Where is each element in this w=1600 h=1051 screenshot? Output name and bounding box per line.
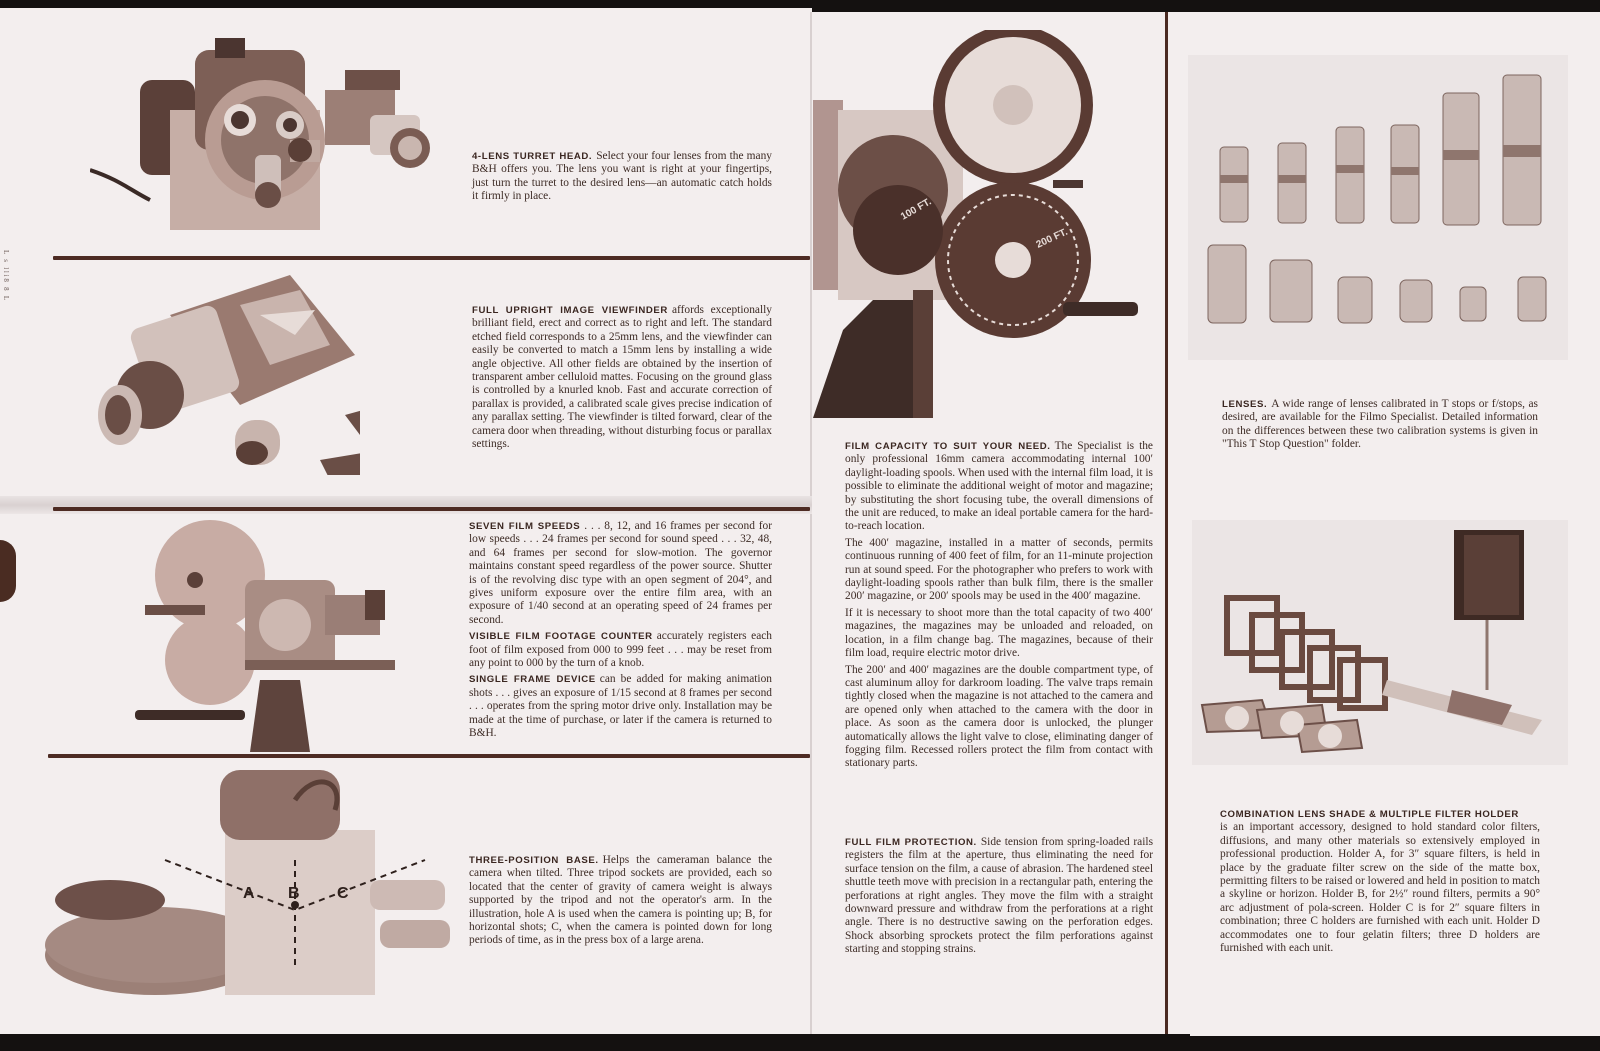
page-divider: [1165, 12, 1168, 1034]
base-label-b: B: [288, 885, 300, 902]
speeds-section: [469, 520, 772, 744]
turret-body: Select your four lenses from the many B&H offers you. The lens you want is right at your fingertips, just turn the turret to the desired lens—an automatic catch holds it firmly in place.: [472, 150, 772, 203]
capacity-p2: The 400′ magazine, installed in a matter of seconds, permits continuous running of 400 feet of film, for an 11-minute projection run at sound speed. For the photographer who prefers to work with daylight-loading spools rather than bulk film, there is the smaller 200′ magazine, or 200′ spools may be used in the 400′ magazine.: [845, 536, 1153, 603]
capacity-p4: The 200′ and 400′ magazines are the double compartment type, of cast aluminum alloy for darkroom loading. The valve traps remain tightly closed when the magazine is not attached to the camera and are opened only when attached to the camera with the door in place. As soon as the camera door is unlocked, the plunger automatically allows the light valve to close, eliminating danger of fogging film. Recessed rollers protect the film from contact with stationary parts.: [845, 663, 1153, 770]
protection-heading: FULL FILM PROTECTION.: [845, 837, 977, 848]
reel-label-100: 100 FT.: [899, 196, 934, 223]
filter-body: is an important accessory, designed to hold standard color filters, diffusions, and many other materials so extensively employed in professional production. Holder A, for 3″ square filters, is held in place by the graduate filter screw on the side of the matte box, permitting filters to be raised or lowered and held in position to match a skyline or horizon. Holder B, for 2½″ round filters, permits a 90° arc adjustment of pola-screen. Holder C is for 2″ square filters in combination; three C holders are furnished with each unit. Holder D accommodates one to four gelatin filters; three D holders are furnished with each unit.: [1220, 821, 1540, 955]
viewfinder-heading: FULL UPRIGHT IMAGE VIEWFINDER: [472, 305, 668, 316]
camera-turret-photo-icon: [90, 30, 440, 240]
counter-body: accurately registers each foot of film exposed from 000 to 999 feet . . . may be reset from any point to 000 by the turn of a knob.: [469, 630, 773, 670]
horizontal-fold: [0, 496, 812, 514]
page-edge-shadow: [0, 540, 16, 602]
speeds-heading: SEVEN FILM SPEEDS: [469, 521, 581, 532]
lenses-heading: LENSES.: [1222, 399, 1268, 410]
camera-reels-photo-icon: [813, 30, 1143, 418]
base-heading: THREE-POSITION BASE.: [469, 855, 599, 866]
viewfinder-section: [472, 304, 772, 451]
capacity-p3: If it is necessary to shoot more than the total capacity of two 400′ magazines, the magazines may be unloaded and reloaded, on location, in a film change bag. The magazines, because of their film load, require electric motor drive.: [845, 606, 1153, 660]
edge-marking: L s l l i 8 8 L: [2, 250, 10, 301]
camera-base-photo-icon: [45, 770, 455, 1000]
lenses-photo-icon: [1188, 55, 1568, 360]
single-frame-heading: SINGLE FRAME DEVICE: [469, 674, 596, 686]
protection-body: Side tension from spring-loaded rails registers the film at the aperture, thus eliminating the need for surface tension on the film, a cause of abrasion. The hardened steel shuttle teeth move with precision in a rectangular path, entering the perforations at right angles. They move the film with a straight downward pressure and withdraw from the perforations at a right angle. There is no destructive sawing on the perforation edges. Shock absorbing sprockets protect the film perforations against starting and stopping strains.: [845, 836, 1153, 956]
viewfinder-photo-icon: [90, 275, 360, 475]
lenses-body: A wide range of lenses calibrated in T stops or f/stops, as desired, are available for the Filmo Specialist. Detailed information on the differences between these two calibration systems is given in "This T Stop Question" folder.: [1222, 398, 1538, 451]
base-label-a: A: [243, 885, 255, 902]
protection-section: [845, 836, 1153, 957]
reel-label-200: 200 FT.: [1034, 226, 1070, 251]
filter-section: [1220, 808, 1540, 955]
capacity-section: [845, 440, 1153, 774]
turret-heading: 4-LENS TURRET HEAD.: [472, 151, 593, 162]
capacity-heading: FILM CAPACITY TO SUIT YOUR NEED.: [845, 441, 1051, 452]
fold-line: [810, 12, 812, 1034]
turret-section: [472, 150, 772, 204]
viewfinder-body: affords exceptionally brilliant field, erect and correct as to right and left. The standard etched field corresponds to a 25mm lens, and the viewfinder can easily be converted to match a 15mm lens by installing a wide angle objective. All other fields are obtained by the insertion of transparent amber celluloid mattes. Focusing on the ground glass is controlled by a knurled knob. Fast and accurate correction of parallax is provided, a calibrated scale gives precise indication of any parallax setting. The viewfinder is tilted forward, clear of the camera door when threading, without disturbing focus or parallax settings.: [472, 304, 772, 451]
section-rule: [53, 256, 810, 260]
capacity-p1: The Specialist is the only professional 16mm camera accommodating internal 100′ daylight-loading spools. When used with the internal film load, it is possible to eliminate the additional weight of motor and magazine; by substituting the short focusing tube, the overall dimensions of the unit are reduced, to make an ideal portable camera for the hard-to-reach location.: [845, 440, 1153, 533]
speeds-body: . . . 8, 12, and 16 frames per second for low speeds . . . 24 frames per second for sound speed . . . 32, 48, and 64 frames per second for slow-motion. The governor maintains constant speed regardless of the power source. Shutter is of the revolving disc type with an open segment of 204°, and gives uniform exposure over the entire film area, with an exposure of 1/40 second at an operating speed of 24 frames per second.: [469, 520, 772, 626]
base-body: Helps the cameraman balance the camera when tilted. Three tripod sockets are provided, each so located that the center of gravity of camera weight is always supported by the tripod and not the operator's arm. In the illustration, hole A is used when the camera is pointing up; B, for horizontal shots; C, when the camera is pointed down for long periods of time, as in the press box of a large arena.: [469, 854, 772, 947]
base-section: [469, 854, 772, 948]
single-frame-body: can be added for making animation shots . . . gives an exposure of 1/15 second at 8 frames per second . . . operates from the spring motor drive only. Installation may be made at the time of purchase, or later if the camera is returned to B&H.: [469, 673, 772, 740]
base-label-c: C: [337, 885, 349, 902]
section-rule: [53, 507, 810, 511]
section-rule: [48, 754, 810, 758]
lenses-section: [1222, 398, 1538, 452]
camera-on-tripod-photo-icon: [135, 520, 405, 752]
filter-heading: COMBINATION LENS SHADE & MULTIPLE FILTER HOLDER: [1220, 809, 1519, 820]
counter-heading: VISIBLE FILM FOOTAGE COUNTER: [469, 631, 653, 643]
filter-holder-photo-icon: [1192, 520, 1568, 765]
